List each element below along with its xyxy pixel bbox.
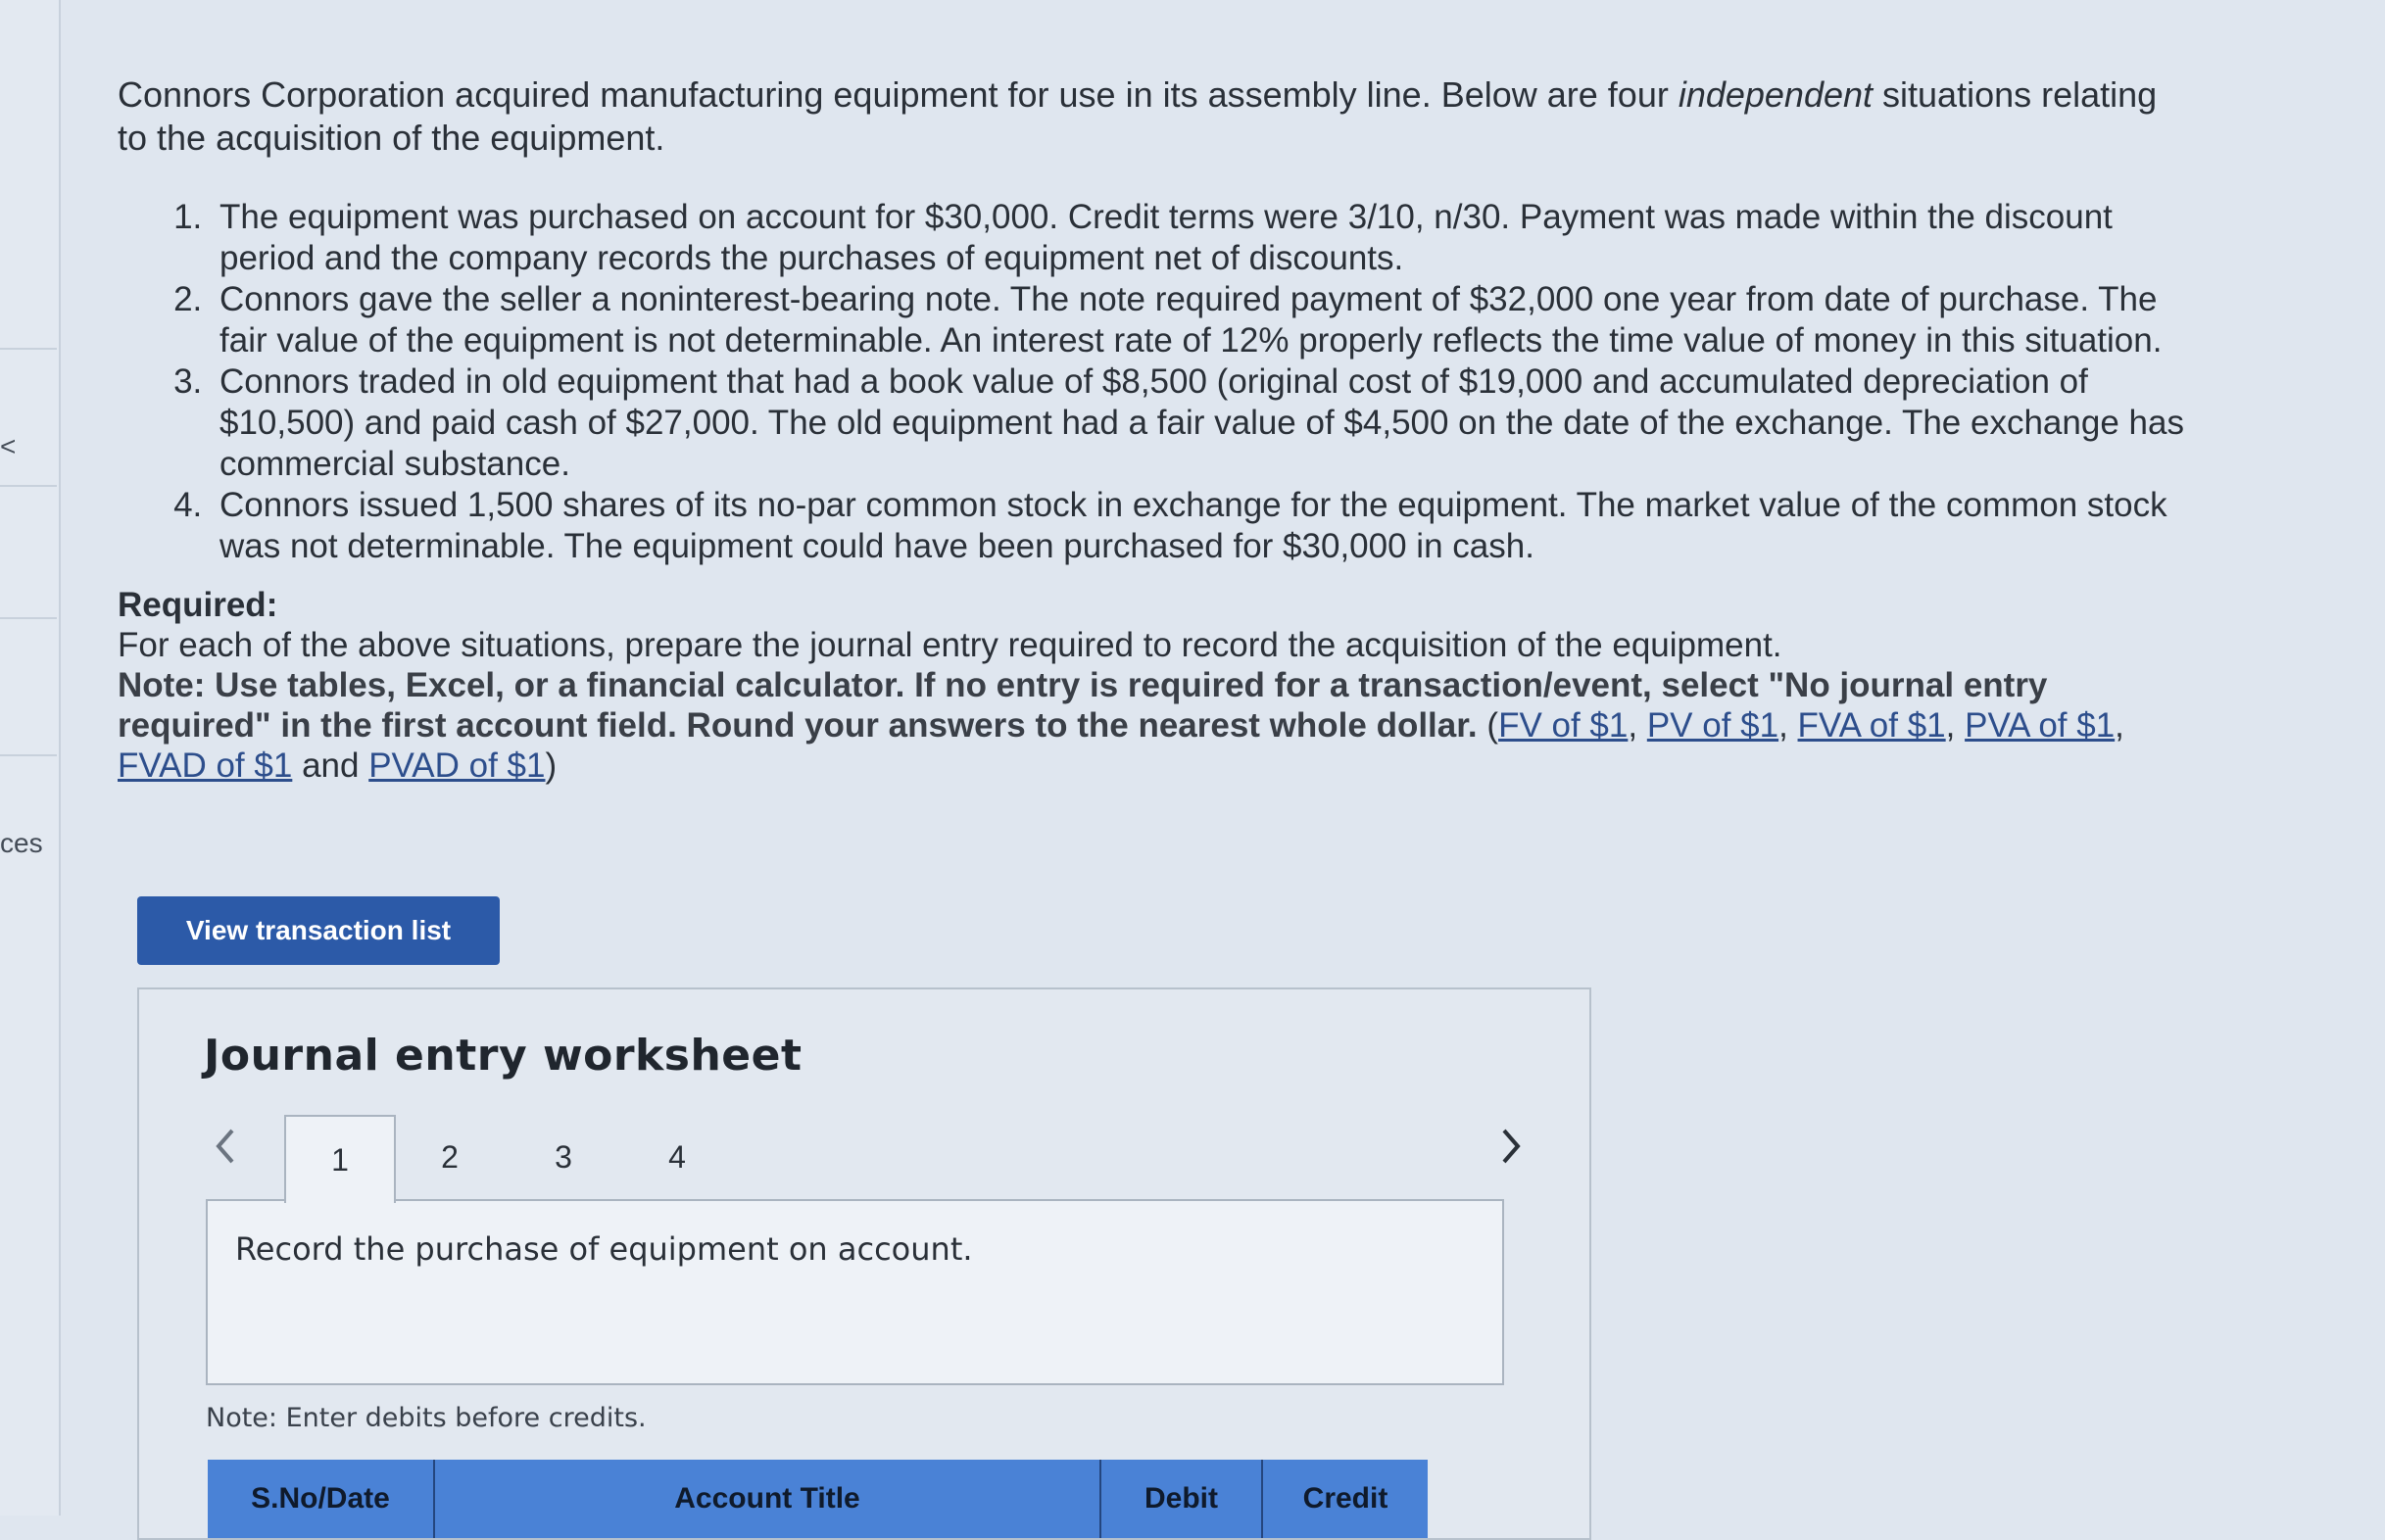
link-fva[interactable]: FVA of $1 bbox=[1797, 706, 1946, 745]
column-header-credit: Credit bbox=[1302, 1482, 1388, 1515]
link-fvad[interactable]: FVAD of $1 bbox=[118, 746, 293, 785]
sidebar-divider bbox=[0, 485, 57, 487]
link-pva[interactable]: PVA of $1 bbox=[1965, 706, 2116, 745]
situation-item: 4. Connors issued 1,500 shares of its no-par common stock in exchange for the equipment. The market value of the common stock was not determinable. The equipment could have been purchased for $30,000 in cash. bbox=[212, 485, 2195, 567]
transaction-prompt: Record the purchase of equipment on account. bbox=[235, 1230, 973, 1268]
journal-table-header bbox=[208, 1460, 1428, 1538]
column-header-date: S.No/Date bbox=[208, 1460, 435, 1538]
sidebar-edge-mark: < bbox=[0, 431, 17, 461]
situation-item: 2. Connors gave the seller a noninterest-bearing note. The note required payment of $32,000 one year from date of purchase. The fair value of the equipment is not determinable. An interest rate of 12% properly reflects the time value of money in this situation. bbox=[212, 279, 2195, 361]
sidebar-divider bbox=[0, 617, 57, 619]
column-header-debit: Debit bbox=[1101, 1460, 1263, 1538]
left-sidebar bbox=[0, 0, 61, 1516]
tab-4[interactable]: 4 bbox=[668, 1138, 686, 1175]
situation-list bbox=[118, 197, 2195, 567]
link-pvad[interactable]: PVAD of $1 bbox=[368, 746, 546, 785]
required-section bbox=[118, 585, 2195, 786]
tab-1[interactable]: 1 bbox=[284, 1115, 396, 1203]
chevron-right-icon[interactable] bbox=[1491, 1117, 1531, 1176]
problem-content bbox=[118, 73, 2195, 786]
problem-intro: Connors Corporation acquired manufacturing equipment for use in its assembly line. Below are four independent situations relating to the acquisition of the equipment. bbox=[118, 74, 2158, 158]
emphasis-text: independent bbox=[1678, 74, 1874, 115]
situation-item: 3. Connors traded in old equipment that had a book value of $8,500 (original cost of $19,000 and accumulated depreciation of $10,500) and paid cash of $27,000. The old equipment had a fair value of $4,500 on the date of the exchange. The exchange has commercial substance. bbox=[212, 361, 2195, 485]
note-text: Note: Use tables, Excel, or a financial calculator. If no entry is required for a transaction/event, select "No journal entry required" in the first account field. Round your answers to the nearest whole dollar. bbox=[118, 666, 2048, 745]
note-paragraph: Note: Use tables, Excel, or a financial calculator. If no entry is required for a transaction/event, select "No journal entry required" in the first account field. Round your answers to the nearest whole dollar. (FV of $1, PV of $1, FVA of $1, PVA of $1, FVAD of $1 and PVAD of $1) bbox=[118, 666, 2124, 785]
situation-item: 1. The equipment was purchased on account for $30,000. Credit terms were 3/10, n/30. Payment was made within the discount period and the company records the purchases of equipment net of discounts. bbox=[212, 197, 2195, 279]
worksheet-title: Journal entry worksheet bbox=[204, 1031, 803, 1081]
chevron-left-icon[interactable] bbox=[206, 1117, 245, 1176]
entry-note: Note: Enter debits before credits. bbox=[206, 1403, 647, 1433]
journal-entry-worksheet bbox=[137, 987, 1591, 1540]
transaction-prompt-box bbox=[206, 1199, 1504, 1385]
link-pv[interactable]: PV of $1 bbox=[1646, 706, 1779, 745]
link-fv[interactable]: FV of $1 bbox=[1498, 706, 1629, 745]
tab-3[interactable]: 3 bbox=[555, 1138, 572, 1175]
sidebar-item-label[interactable]: ces bbox=[0, 828, 43, 858]
sidebar-divider bbox=[0, 754, 57, 756]
tab-2[interactable]: 2 bbox=[441, 1138, 459, 1175]
view-transaction-list-button[interactable]: View transaction list bbox=[137, 896, 500, 965]
column-header-account: Account Title bbox=[435, 1460, 1101, 1538]
required-heading: Required: bbox=[118, 586, 278, 624]
required-text: For each of the above situations, prepare the journal entry required to record the acquisition of the equipment. bbox=[118, 626, 1782, 664]
sidebar-divider bbox=[0, 348, 57, 350]
